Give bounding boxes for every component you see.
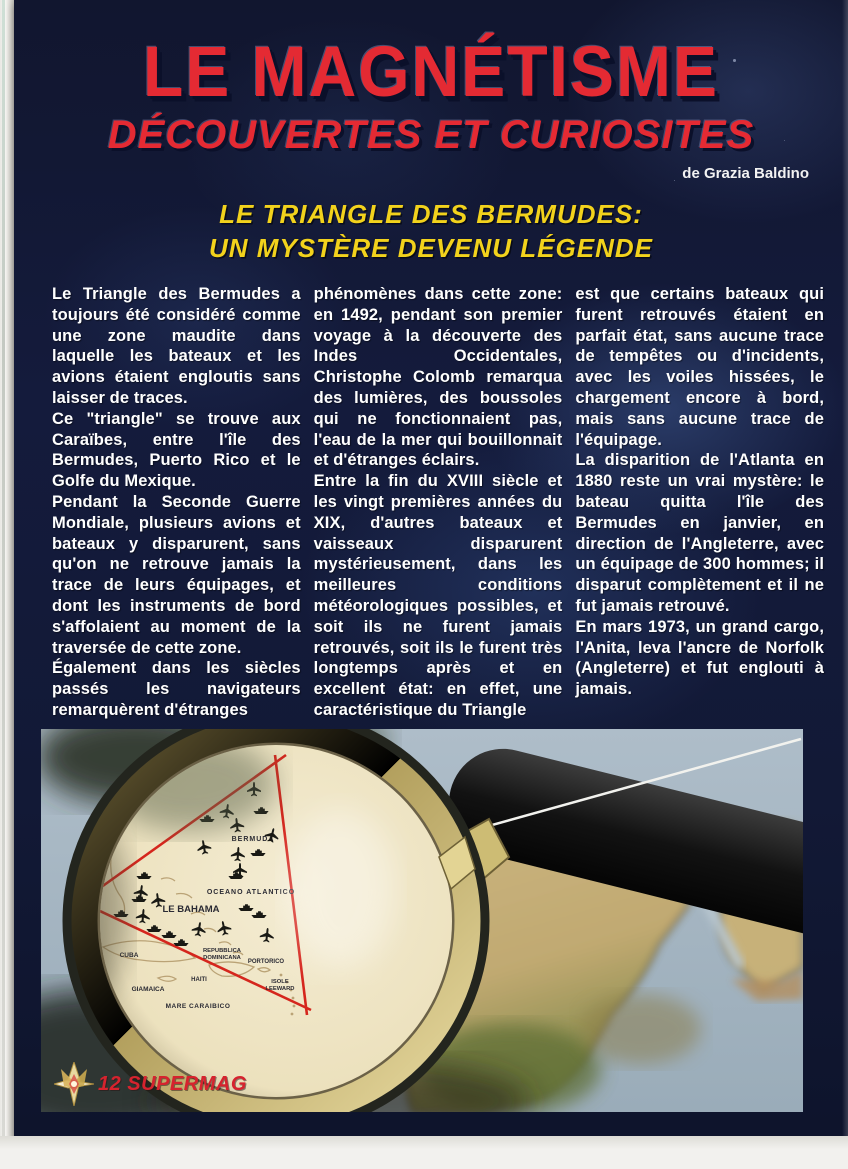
text-column-2 (314, 284, 563, 721)
paragraph: est que certains bateaux qui furent retrouvés étaient en parfait état, sans aucune trace de tempêtes ou d'incidents, avec les voiles hissées, le chargement encore à bord, mais sans aucune trace de l'équipage. (575, 285, 825, 449)
page-footer (54, 1062, 247, 1106)
magnifier-map-illustration (41, 729, 803, 1112)
paragraph: Le Triangle des Bermudes a toujours été considéré comme une zone maudite dans laquelle les bateaux et les avions étaient engloutis sans laisser de traces. (52, 285, 301, 407)
starfield-texture (14, 0, 15, 1)
article-body (52, 284, 824, 721)
article-title: LE MAGNÉTISME (142, 31, 719, 111)
scanner-page-edge (0, 0, 14, 1140)
lens-vignette (100, 745, 452, 1097)
author-byline: de Grazia Baldino (682, 165, 809, 182)
topic-heading (14, 197, 848, 265)
paragraph: Entre la fin du XVIII siècle et les vingt premières années du XIX, d'autres bateaux et vaisseaux disparurent mystérieusement, dans les meilleures conditions météorologiques possibles, et soit ils ne furent jamais retrouvés, soit ils le furent très longtemps après et en excellent état: en effet, une caractéristique du Triangle (313, 472, 563, 719)
page-edge-highlight (842, 0, 848, 1136)
paragraph: La disparition de l'Atlanta en 1880 reste un vrai mystère: le bateau quitta l'île des Bermudes en janvier, en direction de l'Angleterre, avec un équipage de 300 hommes; il disparut complètement et il ne fut jamais retrouvé. (575, 451, 825, 615)
magazine-page (14, 0, 848, 1136)
paragraph: Ce "triangle" se trouve aux Caraïbes, entre l'île des Bermudes, Puerto Rico et le Golfe du Mexique. (52, 409, 301, 491)
paragraph: Pendant la Seconde Guerre Mondiale, plusieurs avions et bateaux y disparurent, sans qu'on ne retrouve jamais la trace de leurs équipages, et dont les instruments de bord s'affolaient au moment de la traversée de cette zone. (52, 492, 301, 657)
paragraph: En mars 1973, un grand cargo, l'Anita, leva l'ancre de Norfolk (Angleterre) et fut englouti à jamais. (575, 617, 825, 699)
paragraph: Également dans les siècles passés les navigateurs remarquèrent d'étranges (52, 659, 301, 719)
paragraph: phénomènes dans cette zone: en 1492, pendant son premier voyage à la découverte des Indes Occidentales, Christophe Colomb remarqua des lumières, des boussoles qui ne fonctionnaient pas, l'eau de la mer qui bouillonnait et d'étranges éclairs. (313, 285, 563, 470)
text-column-1 (52, 284, 301, 721)
bermuda-triangle-photo (41, 729, 803, 1112)
scanner-bottom-margin (0, 1136, 848, 1169)
page-number-and-magazine: 12 SUPERMAG (98, 1072, 247, 1095)
supermag-star-logo (54, 1062, 94, 1106)
topic-heading-line1: LE TRIANGLE DES BERMUDES: (219, 199, 643, 229)
text-column-3 (575, 284, 824, 721)
article-subtitle: DÉCOUVERTES ET CURIOSITES (107, 113, 755, 157)
topic-heading-line2: UN MYSTÈRE DEVENU LÉGENDE (209, 233, 653, 263)
